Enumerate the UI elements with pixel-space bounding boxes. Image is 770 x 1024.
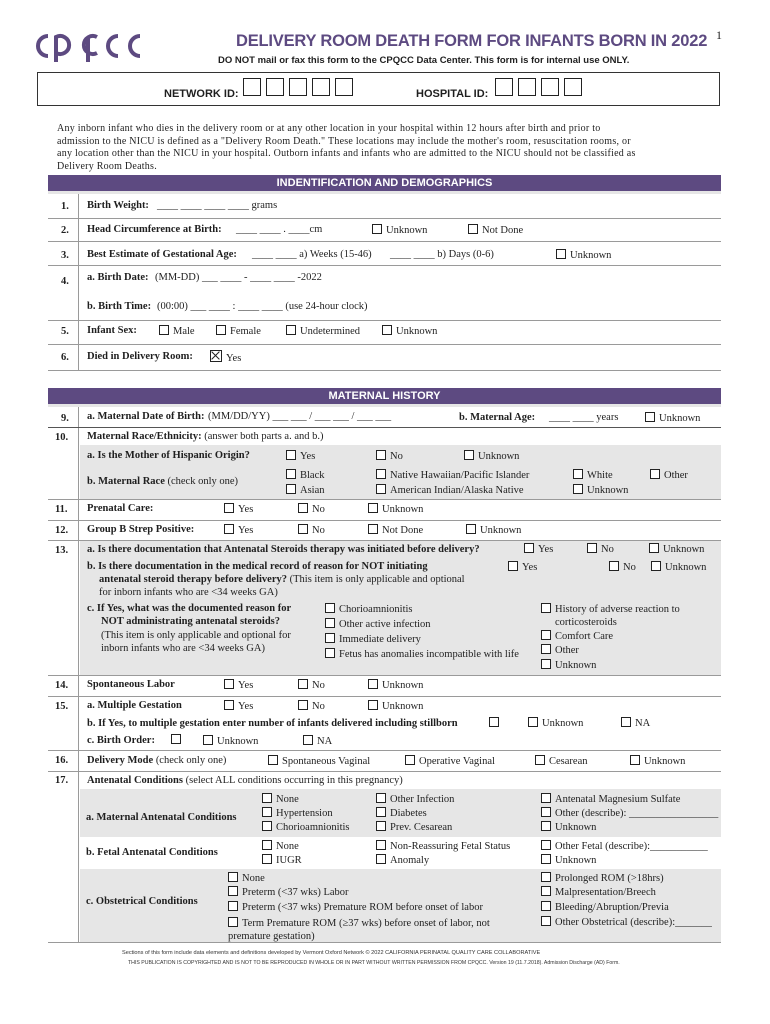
birth-date-field[interactable]: (MM-DD) ___ ____ - ____ ____ -2022 [155,272,322,283]
maternal-race-heading: Maternal Race/Ethnicity: (answer both parts a. and b.) [87,431,324,442]
item-number: 16. [55,755,69,766]
head-circ-field[interactable]: ____ ____ . ____cm [236,224,323,235]
birth-order-na-option[interactable]: NA [303,735,332,747]
race-aian-option[interactable]: American Indian/Alaska Native [376,484,524,496]
steroids-b-no-option[interactable]: No [609,561,636,573]
steroids-c-question-1: c. If Yes, what was the documented reason for [87,603,292,614]
steroids-c-question-3: (This item is only applicable and optional for [101,630,291,641]
multi-count-unknown-option[interactable]: Unknown [528,717,583,729]
obs-none-option[interactable]: None [228,872,265,884]
delivery-unknown-option[interactable]: Unknown [630,755,685,767]
obs-other-option[interactable]: Other Obstetrical (describe):_______ [541,916,712,928]
multi-unknown-option[interactable]: Unknown [368,700,423,712]
fac-other-option[interactable]: Other Fetal (describe):___________ [541,840,708,852]
race-black-option[interactable]: Black [286,469,325,481]
hospital-id-label: HOSPITAL ID: [416,88,489,100]
delivery-cesarean-option[interactable]: Cesarean [535,755,587,767]
fac-anomaly-option[interactable]: Anomaly [376,854,429,866]
item-number: 5. [61,326,69,337]
item-number: 11. [55,504,68,515]
steroids-c-question-4: inborn infants who are <34 weeks GA) [101,643,265,654]
item-number: 9. [61,413,69,424]
item-number: 17. [55,775,69,786]
item-number: 6. [61,352,69,363]
form-subtitle: DO NOT mail or fax this form to the CPQCC Data Center. This form is for internal use ONLY. [218,55,630,66]
multiple-gestation-label: a. Multiple Gestation [87,700,182,711]
mac-other-option[interactable]: Other (describe): _________________ [541,807,718,819]
item-number: 4. [61,276,69,287]
sex-female-option[interactable]: Female [216,325,261,337]
birth-weight-label: Birth Weight: [87,200,149,211]
multi-count-box[interactable] [489,717,503,729]
maternal-antenatal-label: a. Maternal Antenatal Conditions [86,812,237,823]
birth-order-box[interactable] [171,734,185,746]
gbs-unknown-option[interactable]: Unknown [466,524,521,536]
network-id-label: NETWORK ID: [164,88,239,100]
labor-no-option[interactable]: No [298,679,325,691]
item-number: 14. [55,680,69,691]
mac-chorio-option[interactable]: Chorioamnionitis [262,821,350,833]
mac-unknown-option[interactable]: Unknown [541,821,596,833]
steroids-a-question: a. Is there documentation that Antenatal Steroids therapy was initiated before delivery? [87,544,480,555]
gbs-yes-option[interactable]: Yes [224,524,253,536]
steroids-b-yes-option[interactable]: Yes [508,561,537,573]
fac-iugr-option[interactable]: IUGR [262,854,302,866]
delivery-spontaneous-option[interactable]: Spontaneous Vaginal [268,755,370,767]
reason-comfort-option[interactable]: Comfort Care [541,630,613,642]
prenatal-care-label: Prenatal Care: [87,503,154,514]
reason-immediate-option[interactable]: Immediate delivery [325,633,421,645]
obs-term-rom-label-2: premature gestation) [228,931,315,942]
mac-prev-cesarean-option[interactable]: Prev. Cesarean [376,821,452,833]
steroids-a-unknown-option[interactable]: Unknown [649,543,704,555]
spontaneous-labor-label: Spontaneous Labor [87,679,175,690]
section-demographics: INDENTIFICATION AND DEMOGRAPHICS [48,175,721,191]
race-other-option[interactable]: Other [650,469,688,481]
maternal-dob-label: a. Maternal Date of Birth: [87,411,205,422]
form-title: DELIVERY ROOM DEATH FORM FOR INFANTS BORN IN 2022 [236,32,708,50]
fetal-antenatal-label: b. Fetal Antenatal Conditions [86,847,218,858]
section-maternal-history: MATERNAL HISTORY [48,388,721,404]
obs-term-rom-option[interactable]: Term Premature ROM (≥37 wks) before onset of labor, not [228,917,490,929]
maternal-age-field[interactable]: ____ ____ years [549,412,619,423]
race-white-option[interactable]: White [573,469,613,481]
multi-count-question: b. If Yes, to multiple gestation enter number of infants delivered including stillborn [87,718,458,729]
prenatal-unknown-option[interactable]: Unknown [368,503,423,515]
steroids-a-yes-option[interactable]: Yes [524,543,553,555]
multi-yes-option[interactable]: Yes [224,700,253,712]
hispanic-question: a. Is the Mother of Hispanic Origin? [87,450,250,461]
hispanic-no-option[interactable]: No [376,450,403,462]
race-asian-option[interactable]: Asian [286,484,325,496]
prenatal-yes-option[interactable]: Yes [224,503,253,515]
gest-days-field[interactable]: ____ ____ b) Days (0-6) [390,249,494,260]
mac-other-infection-option[interactable]: Other Infection [376,793,454,805]
intro-paragraph: Any inborn infant who dies in the delivery room or at any other location in your hospital within 12 hours after birth and prior to admission to the NICU is defined as a "Delivery Room Death." These locations may include the mother's room, resuscitation rooms, or any location other than the NICU in your hospital. Outborn infants and infants who are admitted to the NICU should not be classified as Delivery Room Deaths. [57,123,636,172]
delivery-operative-option[interactable]: Operative Vaginal [405,755,495,767]
gest-age-label: Best Estimate of Gestational Age: [87,249,237,260]
head-circ-label: Head Circumference at Birth: [87,224,222,235]
steroids-b-question-1: b. Is there documentation in the medical record of reason for NOT initiating [87,561,428,572]
fac-nrfs-option[interactable]: Non-Reassuring Fetal Status [376,840,510,852]
labor-yes-option[interactable]: Yes [224,679,253,691]
steroids-b-question-3: for inborn infants who are <34 weeks GA) [99,587,278,598]
sex-male-option[interactable]: Male [159,325,195,337]
item-number: 12. [55,525,69,536]
birth-order-unknown-option[interactable]: Unknown [203,735,258,747]
obstetrical-label: c. Obstetrical Conditions [86,896,198,907]
item-number: 13. [55,545,69,556]
maternal-age-label: b. Maternal Age: [459,412,536,423]
hospital-id-boxes[interactable] [495,78,587,96]
birth-order-label: c. Birth Order: [87,735,155,746]
mac-hypertension-option[interactable]: Hypertension [262,807,333,819]
multi-no-option[interactable]: No [298,700,325,712]
steroids-c-question-2: NOT administrating antenatal steroids? [101,616,281,627]
race-unknown-option[interactable]: Unknown [573,484,628,496]
fac-none-option[interactable]: None [262,840,299,852]
birth-weight-field[interactable]: ____ ____ ____ ____ grams [157,200,278,211]
hispanic-unknown-option[interactable]: Unknown [464,450,519,462]
multi-count-na-option[interactable]: NA [621,717,650,729]
head-circ-unknown-option[interactable]: Unknown [372,224,427,236]
maternal-dob-field[interactable]: (MM/DD/YY) ___ ___ / ___ ___ / ___ ___ [208,411,392,422]
maternal-age-unknown-option[interactable]: Unknown [645,412,700,424]
head-circ-not-done-option[interactable]: Not Done [468,224,523,236]
birth-time-field[interactable]: (00:00) ___ ____ : ____ ____ (use 24-hour clock) [157,301,368,312]
page-number: 1 [716,28,722,42]
obs-preterm-labor-option[interactable]: Preterm (<37 wks) Labor [228,886,349,898]
gbs-label: Group B Strep Positive: [87,524,195,535]
item-number: 3. [61,250,69,261]
gest-weeks-field[interactable]: ____ ____ a) Weeks (15-46) [252,249,372,260]
steroids-b-unknown-option[interactable]: Unknown [651,561,706,573]
labor-unknown-option[interactable]: Unknown [368,679,423,691]
steroids-a-no-option[interactable]: No [587,543,614,555]
mac-none-option[interactable]: None [262,793,299,805]
item-number: 10. [55,432,69,443]
obs-preterm-rom-option[interactable]: Preterm (<37 wks) Premature ROM before onset of labor [228,901,483,913]
died-dr-label: Died in Delivery Room: [87,351,193,362]
gest-unknown-option[interactable]: Unknown [556,249,611,261]
antenatal-conditions-heading: Antenatal Conditions (select ALL conditions occurring in this pregnancy) [87,775,403,786]
obs-prolonged-rom-option[interactable]: Prolonged ROM (>18hrs) [541,872,664,884]
cpqcc-logo [30,28,155,64]
prenatal-no-option[interactable]: No [298,503,325,515]
died-dr-yes-option[interactable]: Yes [210,350,241,364]
reason-infection-option[interactable]: Other active infection [325,618,431,630]
mac-diabetes-option[interactable]: Diabetes [376,807,427,819]
footer-line-1: Sections of this form include data elements and definitions developed by Vermont Oxford Network © 2022 CALIFORNIA PERINATAL QUALITY CARE COLLABORATIVE [122,950,541,956]
reason-adverse-option[interactable]: History of adverse reaction to [541,603,680,615]
item-number: 1. [61,201,69,212]
item-number: 15. [55,701,69,712]
delivery-mode-label: Delivery Mode (check only one) [87,755,227,766]
reason-chorio-option[interactable]: Chorioamnionitis [325,603,413,615]
obs-malpresentation-option[interactable]: Malpresentation/Breech [541,886,656,898]
sex-unknown-option[interactable]: Unknown [382,325,437,337]
birth-time-label: b. Birth Time: [87,301,152,312]
reason-unknown-option[interactable]: Unknown [541,659,596,671]
footer-line-2: THIS PUBLICATION IS COPYRIGHTED AND IS NOT TO BE REPRODUCED IN WHOLE OR IN PART WITHOUT WRITTEN PERMISSION FROM CPQCC. Version 19 (11.7.2018). Admission Discharge (AD) Form. [128,960,620,966]
reason-other-option[interactable]: Other [541,644,579,656]
checked-checkbox-icon [210,350,222,362]
id-box [37,72,720,106]
gbs-not-done-option[interactable]: Not Done [368,524,423,536]
mac-magnesium-option[interactable]: Antenatal Magnesium Sulfate [541,793,680,805]
obs-bleeding-option[interactable]: Bleeding/Abruption/Previa [541,901,669,913]
steroids-b-question-2: antenatal steroid therapy before delivery? (This item is only applicable and optional [99,574,465,585]
network-id-boxes[interactable] [243,78,358,96]
hispanic-yes-option[interactable]: Yes [286,450,315,462]
gbs-no-option[interactable]: No [298,524,325,536]
item-number: 2. [61,225,69,236]
infant-sex-label: Infant Sex: [87,325,137,336]
race-nhpi-option[interactable]: Native Hawaiian/Pacific Islander [376,469,529,481]
birth-date-label: a. Birth Date: [87,272,149,283]
reason-anomalies-option[interactable]: Fetus has anomalies incompatible with life [325,648,519,660]
reason-adverse-label-2: corticosteroids [555,617,617,628]
maternal-race-question: b. Maternal Race (check only one) [87,476,239,487]
sex-undetermined-option[interactable]: Undetermined [286,325,360,337]
fac-unknown-option[interactable]: Unknown [541,854,596,866]
